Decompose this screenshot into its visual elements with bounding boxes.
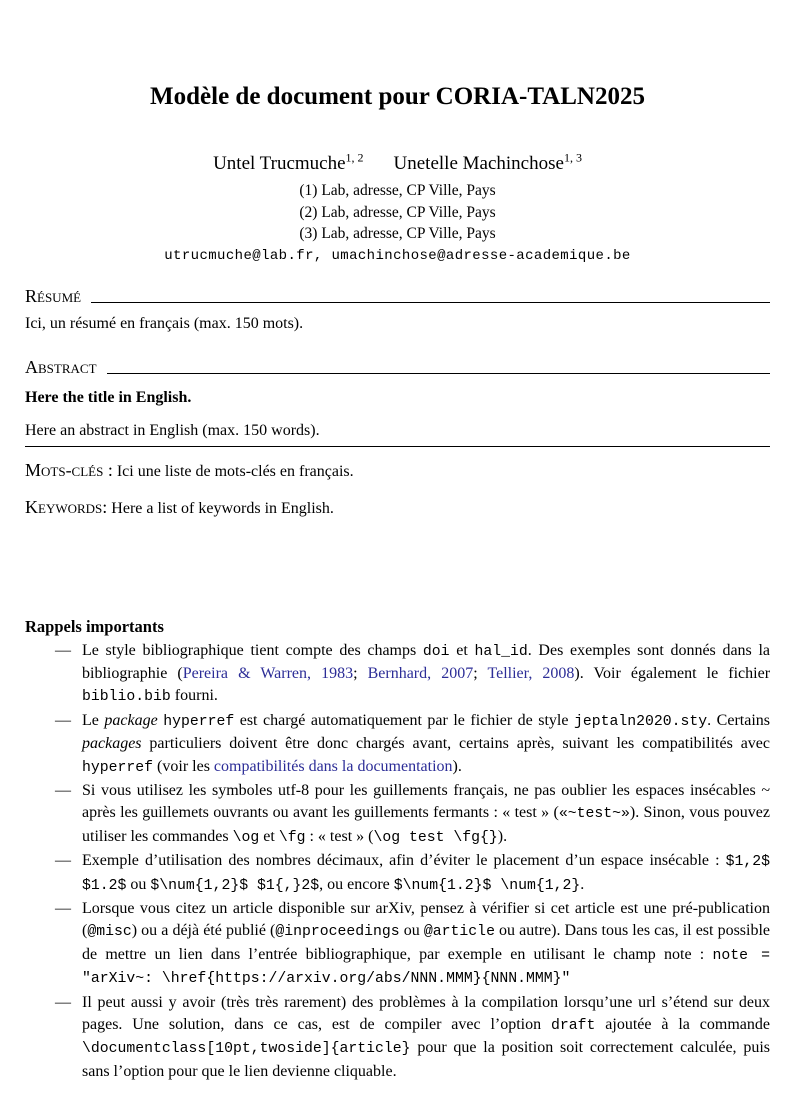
text-segment: fourni. <box>170 687 218 705</box>
abstract-section-heading <box>25 355 770 379</box>
list-item <box>55 640 770 709</box>
text-segment: Exemple d’utilisation des nombres décimaux, afin d’éviter le placement d’un espace insécable : <box>82 852 726 870</box>
code-span: draft <box>551 1018 596 1034</box>
text-segment: ). <box>452 757 462 775</box>
dash-bullet: — <box>55 993 71 1011</box>
text-segment: Le <box>82 711 105 729</box>
text-segment: et <box>449 641 475 659</box>
hyperlink[interactable]: compatibilités dans la documentation <box>213 757 453 775</box>
author-superscript: 1, 3 <box>563 150 582 165</box>
citation-link[interactable]: Pereira & Warren, 1983 <box>182 664 354 682</box>
code-span: @inproceedings <box>275 924 400 941</box>
code-span: hyperref <box>163 713 235 730</box>
code-span: \fg <box>278 829 306 846</box>
list-item-text <box>82 642 770 705</box>
text-segment: ). <box>497 827 508 845</box>
list-item-text <box>82 900 770 986</box>
list-item-text <box>82 712 770 775</box>
text-segment: ajoutée à la commande <box>595 1016 770 1033</box>
text-segment: ) ou a déjà été publié ( <box>131 922 276 940</box>
text-segment: est chargé automatiquement par le fichier de style <box>234 711 574 729</box>
keywords-label: Keywords: <box>25 496 108 517</box>
heading-rule <box>91 284 770 303</box>
text-segment: ; <box>473 664 488 682</box>
text-segment: . <box>580 875 585 893</box>
authors-line <box>25 152 770 176</box>
heading-rule <box>107 355 770 374</box>
code-span: \og <box>232 829 260 846</box>
dash-bullet: — <box>55 899 71 917</box>
code-span: jeptaln2020.sty <box>573 713 708 730</box>
motscles-line <box>25 458 770 484</box>
text-segment: . Des exemples sont donnés dans la bibliographie ( <box>82 641 771 682</box>
rappels-heading: Rappels importants <box>25 616 164 636</box>
code-span: $1,2$ $1.2$ <box>82 854 770 894</box>
code-span: @misc <box>87 924 132 941</box>
abstract-english-title: Here the title in English. <box>25 388 192 406</box>
citation-link[interactable]: Tellier, 2008 <box>487 664 575 682</box>
list-item <box>55 780 770 849</box>
code-span: hyperref <box>82 759 154 776</box>
code-span: $\num{1,2}$ $1{,}2$ <box>150 877 320 894</box>
code-span: @article <box>423 924 495 941</box>
code-span: note = "arXiv~: \href{https://arxiv.org/abs/NNN.MMM}{NNN.MMM}" <box>82 947 770 988</box>
author-name: Untel Trucmuche$^{1, 2}$ <box>213 150 364 174</box>
page-title: Modèle de document pour CORIA-TALN2025 <box>150 83 645 110</box>
email-line: utrucmuche@lab.fr, umachinchose@adresse-academique.be <box>164 247 631 264</box>
text-segment: ; <box>353 664 368 682</box>
dash-bullet: — <box>55 641 71 659</box>
list-item <box>55 850 770 897</box>
list-item <box>55 710 770 779</box>
text-segment: pour que la position soit correctement calculée, puis sans l’option pour que le lien devienne cliquable. <box>82 1039 770 1080</box>
author-name: Unetelle Machinchose$^{1, 3}$ <box>393 150 582 174</box>
motscles-text: Ici une liste de mots-clés en français. <box>116 462 354 480</box>
affiliation-line: (3) Lab, adresse, CP Ville, Pays <box>299 225 496 242</box>
text-segment: , ou encore <box>319 875 394 893</box>
list-item <box>55 898 770 991</box>
list-item <box>55 992 770 1084</box>
text-segment: ou <box>126 875 151 893</box>
text-segment: ). Sinon, vous pouvez utiliser les commandes <box>82 804 770 845</box>
code-span: hal_id <box>474 643 528 660</box>
text-segment: ou autre). Dans tous les cas, il est possible de mettre un lien dans l’entrée bibliographique, par exemple en utilisant le champ note : <box>82 922 771 963</box>
code-span: «~test~» <box>558 806 630 823</box>
text-segment: Si vous utilisez les symboles utf-8 pour les guillements français, ne pas oublier les espaces insécables ~ après les guillemets ouvrants ou avant les guillements fermants : « test » ( <box>82 781 770 822</box>
list-item-text <box>82 852 770 892</box>
code-span: \og test \fg{} <box>373 829 498 846</box>
keywords-text: Here a list of keywords in English. <box>111 499 334 517</box>
affiliation-line: (2) Lab, adresse, CP Ville, Pays <box>299 203 496 221</box>
list-item-text <box>82 782 770 845</box>
code-span: doi <box>422 643 450 660</box>
text-segment: Lorsque vous citez un article disponible sur arXiv, pensez à vérifier si cet article est une pré-publication ( <box>82 899 770 940</box>
author-superscript: 1, 2 <box>345 150 364 165</box>
resume-text: Ici, un résumé en français (max. 150 mots). <box>25 314 304 332</box>
text-segment: . Certains <box>707 711 770 729</box>
text-segment: Le style bibliographique tient compte des champs <box>82 641 423 659</box>
citation-link[interactable]: Bernhard, 2007 <box>367 664 474 682</box>
text-segment: ). Voir également le fichier <box>574 664 771 682</box>
abstract-text: Here an abstract in English (max. 150 words). <box>25 420 770 447</box>
resume-label: Résumé <box>25 285 82 306</box>
list-item-text <box>82 994 770 1080</box>
code-span: $\num{1.2}$ \num{1,2} <box>393 877 581 894</box>
affiliations-block <box>25 180 770 245</box>
code-span: biblio.bib <box>82 689 171 706</box>
text-segment: particuliers doivent être donc chargés avant, certains après, suivant les compatibilités avec <box>141 735 770 753</box>
abstract-label: Abstract <box>25 356 97 377</box>
text-segment: : « test » ( <box>305 827 374 845</box>
text-segment: et <box>259 827 279 845</box>
code-span: \documentclass[10pt,twoside]{article} <box>82 1041 411 1058</box>
rappels-list <box>55 640 770 1084</box>
dash-bullet: — <box>55 711 71 729</box>
resume-section-heading <box>25 284 770 308</box>
text-segment: ou <box>399 922 424 940</box>
text-segment: packages <box>82 735 142 753</box>
text-segment: package <box>104 711 158 729</box>
text-segment: Il peut aussi y avoir (très très rarement) des problèmes à la compilation lorsqu’une url s’étend sur deux pages. Une solution, dans ce cas, est de compiler avec l’option <box>82 993 770 1033</box>
motscles-label: Mots-clés : <box>25 459 113 480</box>
affiliation-line: (1) Lab, adresse, CP Ville, Pays <box>299 182 496 199</box>
dash-bullet: — <box>55 781 71 799</box>
dash-bullet: — <box>55 852 71 870</box>
text-segment: (voir les <box>153 757 214 775</box>
keywords-line <box>25 495 770 521</box>
